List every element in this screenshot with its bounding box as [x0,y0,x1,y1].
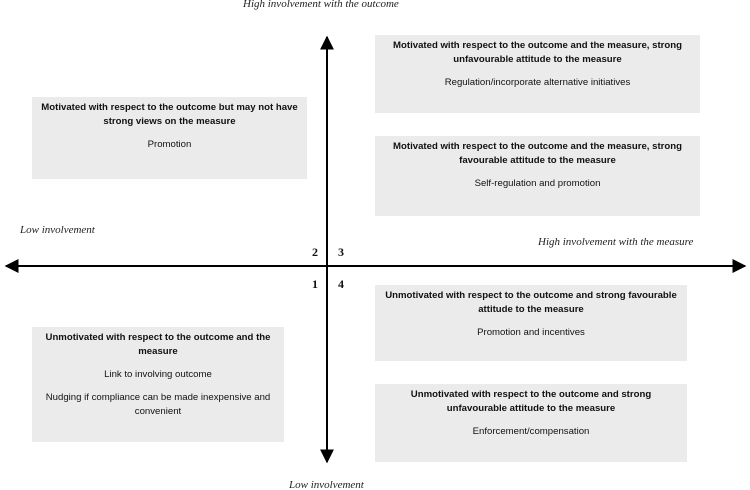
box-strategy: Promotion [147,138,192,150]
box-quadrant-3-favourable [375,136,700,216]
box-strategy-2: Nudging if compliance can be made inexpensive and convenient [45,391,271,417]
left-axis-label: Low involvement [20,224,95,236]
box-strategy: Promotion and incentives [477,326,585,338]
quadrant-number-3: 3 [338,245,344,259]
box-strategy-1: Link to involving outcome [104,368,212,380]
box-title: Motivated with respect to the outcome and the measure, strong unfavourable attitude to the measure [393,40,682,65]
box-strategy: Self-regulation and promotion [474,177,601,189]
quadrant-number-1: 1 [312,277,318,291]
box-title: Unmotivated with respect to the outcome and strong favourable attitude to the measure [385,290,677,315]
bottom-axis-label: Low involvement [289,479,364,490]
box-quadrant-4-favourable [375,285,687,361]
box-strategy: Regulation/incorporate alternative initiatives [444,76,631,88]
quadrant-number-2: 2 [312,245,318,259]
box-title: Motivated with respect to the outcome but may not have strong views on the measure [41,102,298,127]
box-quadrant-2 [32,97,307,179]
right-axis-label: High involvement with the measure [538,236,694,248]
box-title: Unmotivated with respect to the outcome and strong unfavourable attitude to the measure [410,389,652,414]
top-axis-label: High involvement with the outcome [243,0,399,10]
box-quadrant-1 [32,327,284,442]
box-quadrant-3-unfavourable [375,35,700,113]
box-title: Unmotivated with respect to the outcome and the measure [45,332,271,357]
box-strategy: Enforcement/compensation [472,425,590,437]
box-quadrant-4-unfavourable [375,384,687,462]
quadrant-number-4: 4 [338,277,344,291]
box-title: Motivated with respect to the outcome and the measure, strong favourable attitude to the measure [393,141,682,166]
